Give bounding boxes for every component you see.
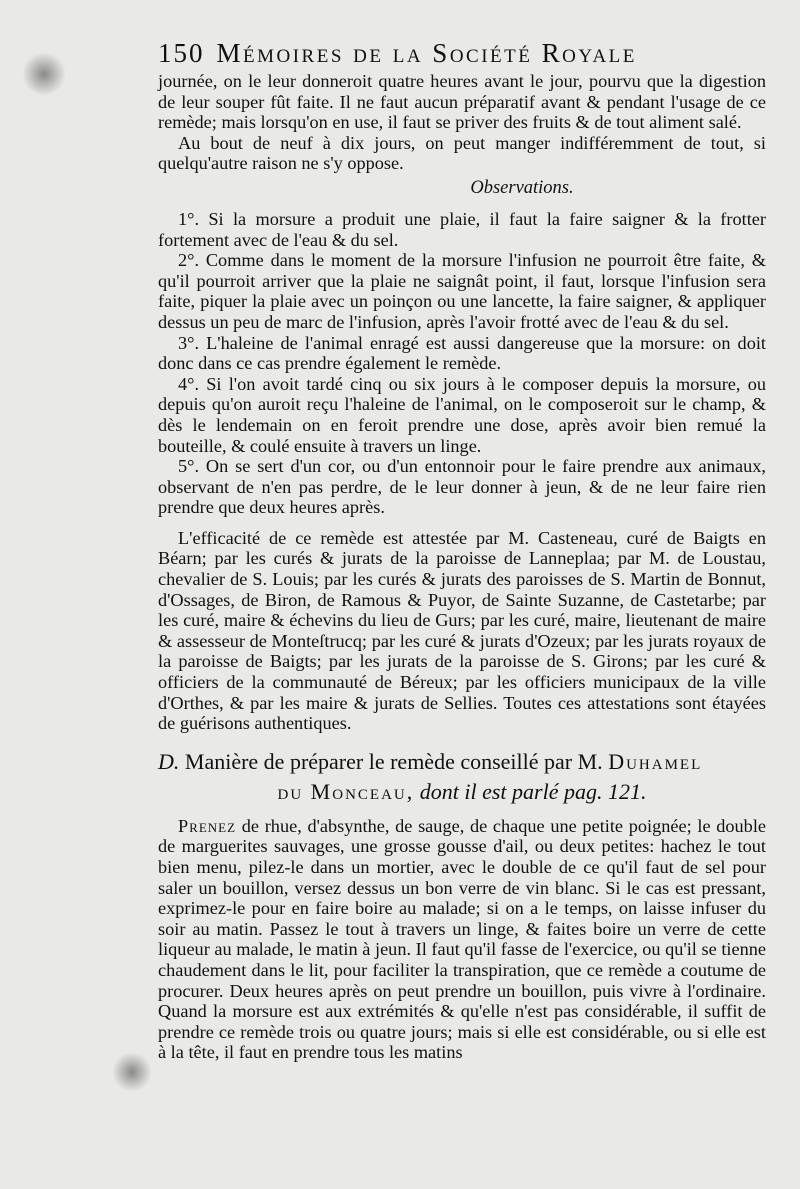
paragraph: journée, on le leur donneroit quatre heures avant le jour, pourvu que la digestion de leur souper fût faite. Il ne faut aucun préparatif avant & pendant l'usage de ce remède; mais lorsqu'on en use, il faut se priver des fruits & de tout aliment salé.	[158, 71, 766, 133]
paragraph: Au bout de neuf à dix jours, on peut manger indifféremment de tout, si quelqu'autre raison ne s'y oppose.	[158, 132, 766, 174]
running-title: Mémoires de la Société Royale	[216, 38, 637, 68]
observation-item: 1°. Si la morsure a produit une plaie, il faut la faire saigner & la frotter fortement avec de l'eau & du sel.	[158, 208, 766, 250]
recipe-text: de rhue, d'absynthe, de sauge, de chaque une petite poignée; le double de marguerites sauvages, une grosse gousse d'ail, ou deux petites: hachez le tout bien menu, pilez-le dans un mortier, avec le double de ce qu'il faut de sel pour saler un bouillon, versez dessus un bon verre de vin blanc. Si le cas est pressant, exprimez-le pour en faire boire au malade; si on a le temps, on laisse infuser du soir au matin. Passez le tout à travers un linge, & faites boire un verre de cette liqueur au malade, le matin à jeun. Il faut qu'il fasse de l'exercice, ou qu'il se tienne chaudement dans le lit, pour faciliter la transpiration, que ce remède a coutume de procurer. Deux heures après on peut prendre un bouillon, puis vivre à l'ordinaire. Quand la morsure est aux extrémités & qu'elle n'est pas considérable, il suffit de prendre ce remède trois ou quatre jours; mais si elle est considérable, ou si elle est à la tête, il faut en prendre tous les matins	[158, 815, 767, 1063]
recipe-first-word: Prenez	[178, 815, 237, 836]
section-heading-main: Manière de préparer le remède conseillé par M.	[184, 748, 603, 774]
observation-item: 3°. L'haleine de l'animal enragé est aussi dangereuse que la morsure: on doit donc dans ce cas prendre également le remède.	[158, 332, 766, 374]
section-heading-name: Duhamel	[608, 748, 703, 774]
section-heading	[158, 748, 766, 806]
section-letter: D.	[158, 748, 180, 774]
observations-title: Observations.	[470, 177, 574, 198]
page-header	[158, 38, 766, 69]
observation-item: 2°. Comme dans le moment de la morsure l'infusion ne pourroit être faite, & qu'il pourroit arriver que la plaie ne saignât point, il faut, lorsque l'infusion sera faite, piquer la plaie avec un poinçon ou une lancette, la faire saigner, & appliquer dessus un peu de marc de l'infusion, après l'avoir frotté avec de l'eau & du sel.	[158, 250, 766, 332]
foxing-spot	[112, 1052, 152, 1092]
section-heading-tail: dont il est parlé pag. 121.	[419, 778, 647, 804]
recipe-paragraph	[158, 816, 766, 1063]
observation-item: 4°. Si l'on avoit tardé cinq ou six jours à le composer depuis la morsure, ou depuis qu'on auroit reçu l'haleine de l'animal, on le composeroit sur le champ, & dès le lendemain on en feroit prendre une dose, après avoir bien remué la bouteille, & coulé ensuite à travers un linge.	[158, 373, 766, 456]
foxing-spot	[22, 52, 66, 96]
section-heading-name-cont: du Monceau,	[277, 778, 415, 804]
observation-item: 5°. On se sert d'un cor, ou d'un entonnoir pour le faire prendre aux animaux, observant de n'en pas perdre, de le leur donner à jeun, & de ne leur faire rien prendre que deux heures après.	[158, 456, 766, 518]
page-number: 150	[158, 38, 205, 68]
attestation-paragraph: L'efficacité de ce remède est attestée par M. Casteneau, curé de Baigts en Béarn; par les curés & jurats de la paroisse de Lanneplaa; par M. de Loustau, chevalier de S. Louis; par les curés & jurats des paroisses de S. Martin de Bonnut, d'Ossages, de Biron, de Ramous & Puyor, de Sainte Suzanne, de Castetarbe; par les curé, maire & échevins du lieu de Gurs; par les curé, maire, lieutenant de maire & assesseur de Monteſtrucq; par les curé & jurats d'Ozeux; par les jurats royaux de la paroisse de Baigts; par les jurats de la paroisse de S. Girons; par les curé & officiers de la communauté de Béreux; par les officiers municipaux de la ville d'Orthes, & par les maire & jurats de Sellies. Toutes ces attestations sont étayées de guérisons authentiques.	[158, 527, 766, 734]
